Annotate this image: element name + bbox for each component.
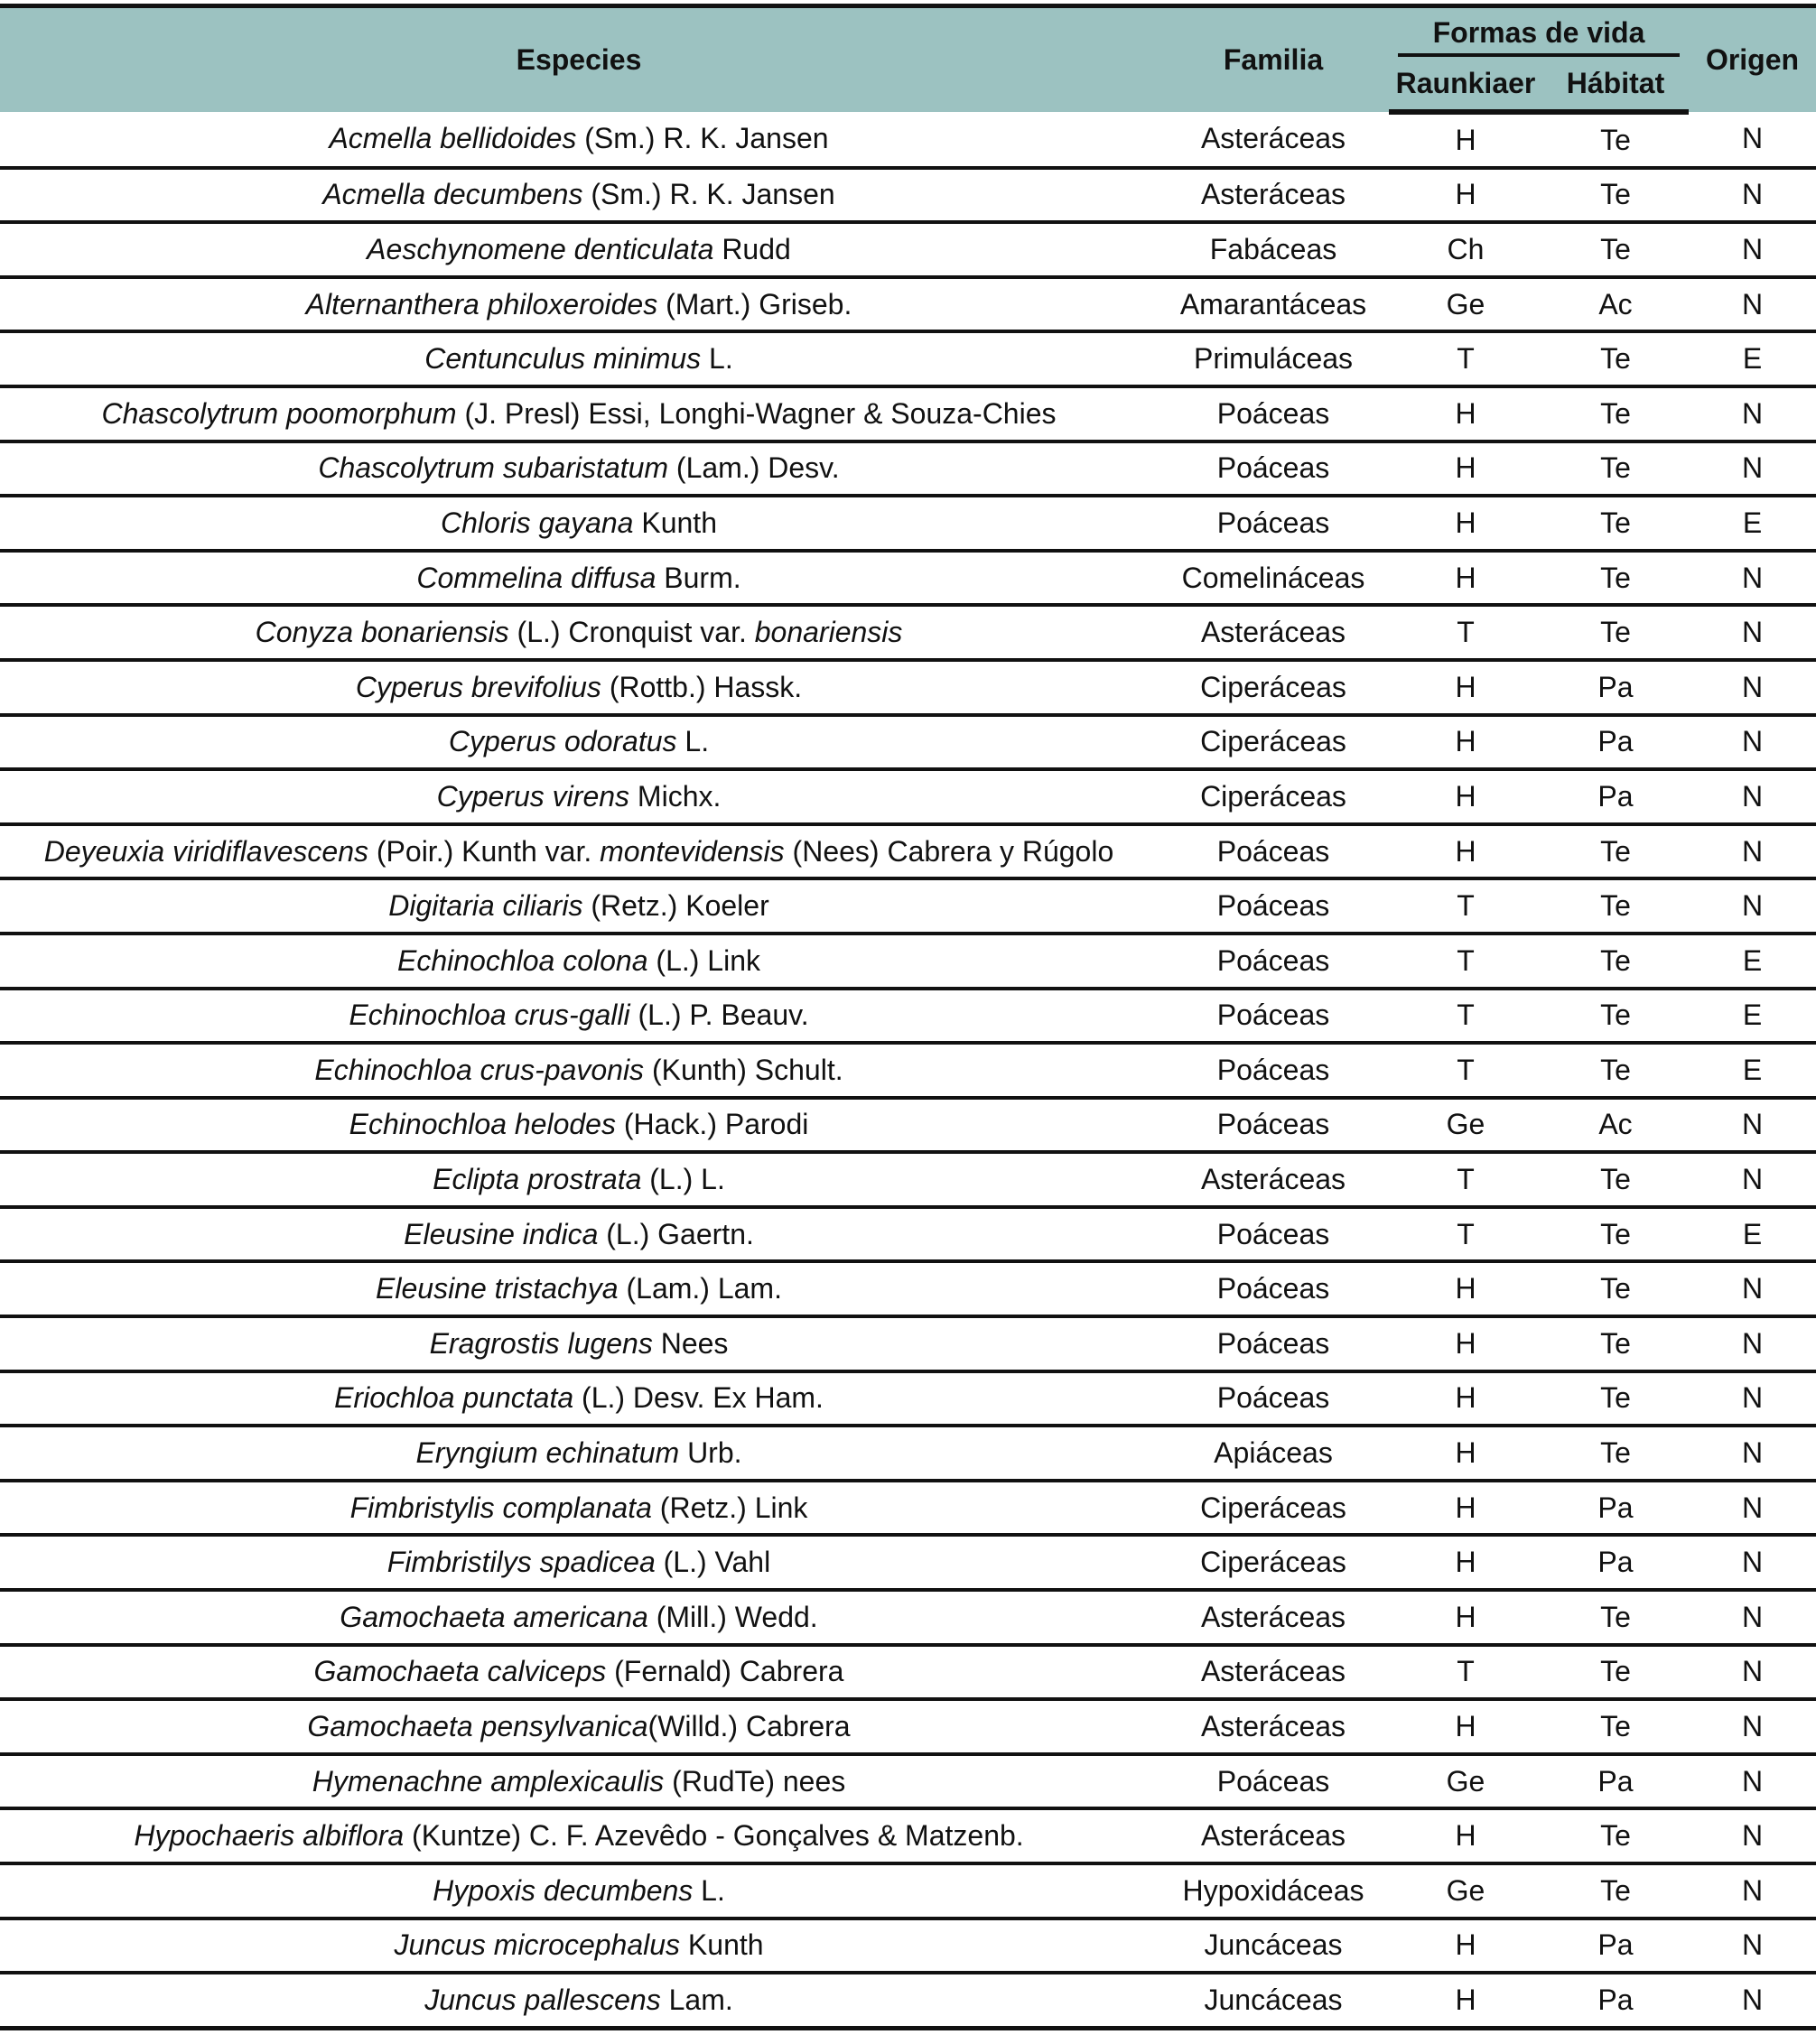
origin-cell: N (1689, 1863, 1816, 1919)
origin-cell: E (1689, 934, 1816, 989)
raunkiaer-cell: H (1389, 1316, 1542, 1371)
habitat-cell: Te (1542, 222, 1689, 277)
family-cell: Ciperáceas (1158, 715, 1389, 770)
origin-cell: N (1689, 551, 1816, 606)
species-name-italic: Fimbristilys spadicea (386, 1546, 656, 1579)
habitat-cell: Te (1542, 824, 1689, 879)
header-especies: Especies (0, 6, 1158, 113)
habitat-cell: Te (1542, 1043, 1689, 1098)
species-author: (RudTe) nees (664, 1764, 846, 1798)
raunkiaer-cell: H (1389, 551, 1542, 606)
species-author: (J. Presl) Essi, Longhi-Wagner & Souza-Chies (456, 396, 1057, 430)
species-cell (0, 168, 1158, 223)
family-cell: Fabáceas (1158, 222, 1389, 277)
species-author: (L.) Vahl (655, 1546, 771, 1579)
family-cell: Asteráceas (1158, 1590, 1389, 1645)
raunkiaer-cell: H (1389, 1481, 1542, 1536)
family-cell: Poáceas (1158, 824, 1389, 879)
table-row (0, 1426, 1816, 1481)
species-author: L. (693, 1873, 725, 1907)
origin-cell: E (1689, 1207, 1816, 1262)
species-name-italic: Hypochaeris albiflora (134, 1819, 405, 1853)
raunkiaer-cell: T (1389, 1043, 1542, 1098)
origin-cell: N (1689, 769, 1816, 824)
raunkiaer-cell: T (1389, 1645, 1542, 1700)
species-cell (0, 1207, 1158, 1262)
origin-cell: N (1689, 660, 1816, 715)
raunkiaer-cell: Ge (1389, 1863, 1542, 1919)
species-name-italic: Acmella decumbens (322, 178, 583, 211)
origin-cell: N (1689, 824, 1816, 879)
family-cell: Asteráceas (1158, 605, 1389, 660)
header-habitat: Hábitat (1542, 57, 1689, 112)
species-name-italic: Fimbristylis complanata (349, 1491, 652, 1524)
family-cell: Amarantáceas (1158, 277, 1389, 332)
table-row (0, 1535, 1816, 1590)
origin-cell: N (1689, 1152, 1816, 1207)
table-row (0, 1316, 1816, 1371)
species-author: (Retz.) Koeler (582, 889, 769, 923)
raunkiaer-cell: T (1389, 1207, 1542, 1262)
table-row (0, 1645, 1816, 1700)
species-author: (Sm.) R. K. Jansen (582, 178, 835, 211)
habitat-cell: Pa (1542, 1919, 1689, 1974)
species-name-italic: Gamochaeta americana (340, 1600, 648, 1633)
table-row (0, 1699, 1816, 1754)
species-cell (0, 222, 1158, 277)
table-row (0, 1371, 1816, 1426)
habitat-cell: Te (1542, 605, 1689, 660)
species-name-italic: Chascolytrum subaristatum (318, 451, 669, 485)
origin-cell: N (1689, 1535, 1816, 1590)
origin-cell: N (1689, 1973, 1816, 2028)
raunkiaer-cell: H (1389, 441, 1542, 497)
species-cell (0, 1152, 1158, 1207)
raunkiaer-cell: H (1389, 168, 1542, 223)
family-cell: Poáceas (1158, 386, 1389, 441)
habitat-cell: Te (1542, 1371, 1689, 1426)
raunkiaer-cell: H (1389, 1590, 1542, 1645)
origin-cell: E (1689, 331, 1816, 386)
table-row (0, 112, 1816, 168)
raunkiaer-cell: Ge (1389, 277, 1542, 332)
raunkiaer-cell: H (1389, 496, 1542, 551)
header-familia: Familia (1158, 6, 1389, 113)
species-name-italic: bonariensis (754, 616, 903, 649)
species-table (0, 4, 1816, 2030)
habitat-cell: Te (1542, 878, 1689, 934)
habitat-cell: Te (1542, 112, 1689, 168)
raunkiaer-cell: T (1389, 878, 1542, 934)
raunkiaer-cell: H (1389, 112, 1542, 168)
species-name-italic: Deyeuxia viridiflavescens (43, 834, 368, 868)
family-cell: Poáceas (1158, 441, 1389, 497)
habitat-cell: Te (1542, 1316, 1689, 1371)
table-row (0, 715, 1816, 770)
family-cell: Asteráceas (1158, 112, 1389, 168)
family-cell: Poáceas (1158, 1207, 1389, 1262)
family-cell: Poáceas (1158, 496, 1389, 551)
species-author: (Retz.) Link (651, 1491, 808, 1524)
header-formas-de-vida: Formas de vida (1389, 6, 1689, 58)
species-author: Rudd (713, 232, 791, 265)
species-author: (L.) Link (647, 943, 760, 977)
species-author: (Lam.) Lam. (618, 1272, 782, 1305)
species-name-italic: Eclipta prostrata (433, 1163, 642, 1196)
table-row (0, 824, 1816, 879)
origin-cell: E (1689, 1043, 1816, 1098)
species-author: L. (701, 342, 733, 376)
species-author: (Sm.) R. K. Jansen (576, 122, 829, 155)
origin-cell: N (1689, 112, 1816, 168)
table-row (0, 1261, 1816, 1316)
family-cell: Ciperáceas (1158, 660, 1389, 715)
origin-cell: N (1689, 1590, 1816, 1645)
habitat-cell: Te (1542, 168, 1689, 223)
origin-cell: N (1689, 1261, 1816, 1316)
table-row (0, 1152, 1816, 1207)
species-author: (L.) Desv. Ex Ham. (573, 1381, 824, 1415)
origin-cell: N (1689, 1699, 1816, 1754)
habitat-cell: Te (1542, 1808, 1689, 1863)
raunkiaer-cell: H (1389, 1535, 1542, 1590)
table-row (0, 496, 1816, 551)
species-cell (0, 824, 1158, 879)
origin-cell: N (1689, 605, 1816, 660)
header-origen: Origen (1689, 6, 1816, 113)
species-cell (0, 1098, 1158, 1153)
species-name-italic: Eleusine tristachya (376, 1272, 619, 1305)
species-author: Lam. (660, 1983, 733, 2016)
species-cell (0, 1973, 1158, 2028)
habitat-cell: Ac (1542, 277, 1689, 332)
raunkiaer-cell: H (1389, 1973, 1542, 2028)
origin-cell: E (1689, 989, 1816, 1044)
species-author: Nees (652, 1326, 729, 1360)
family-cell: Ciperáceas (1158, 769, 1389, 824)
habitat-cell: Pa (1542, 1481, 1689, 1536)
species-name-italic: Chloris gayana (441, 506, 634, 539)
species-cell (0, 112, 1158, 168)
family-cell: Hypoxidáceas (1158, 1863, 1389, 1919)
origin-cell: E (1689, 496, 1816, 551)
species-cell (0, 989, 1158, 1044)
family-cell: Ciperáceas (1158, 1481, 1389, 1536)
species-cell (0, 1043, 1158, 1098)
habitat-cell: Pa (1542, 715, 1689, 770)
origin-cell: N (1689, 386, 1816, 441)
raunkiaer-cell: Ch (1389, 222, 1542, 277)
species-author: Kunth (680, 1928, 764, 1962)
raunkiaer-cell: T (1389, 989, 1542, 1044)
species-name-italic: montevidensis (600, 834, 785, 868)
species-author: (L.) Cronquist var. (508, 616, 755, 649)
raunkiaer-cell: H (1389, 660, 1542, 715)
table-row (0, 1481, 1816, 1536)
raunkiaer-cell: H (1389, 769, 1542, 824)
species-name-italic: Eragrostis lugens (429, 1326, 653, 1360)
raunkiaer-cell: T (1389, 605, 1542, 660)
table-row (0, 222, 1816, 277)
species-name-italic: Alternanthera philoxeroides (305, 287, 658, 321)
raunkiaer-cell: H (1389, 1808, 1542, 1863)
table-row (0, 989, 1816, 1044)
header-raunkiaer: Raunkiaer (1389, 57, 1542, 112)
habitat-cell: Pa (1542, 769, 1689, 824)
raunkiaer-cell: T (1389, 331, 1542, 386)
family-cell: Asteráceas (1158, 168, 1389, 223)
family-cell: Juncáceas (1158, 1919, 1389, 1974)
family-cell: Asteráceas (1158, 1645, 1389, 1700)
species-cell (0, 1261, 1158, 1316)
family-cell: Apiáceas (1158, 1426, 1389, 1481)
habitat-cell: Te (1542, 1152, 1689, 1207)
species-name-italic: Echinochloa colona (396, 943, 648, 977)
table-row (0, 551, 1816, 606)
table-row (0, 1098, 1816, 1153)
species-cell (0, 496, 1158, 551)
species-cell (0, 1371, 1158, 1426)
species-cell (0, 277, 1158, 332)
species-cell (0, 1481, 1158, 1536)
family-cell: Poáceas (1158, 934, 1389, 989)
species-cell (0, 878, 1158, 934)
raunkiaer-cell: Ge (1389, 1754, 1542, 1809)
habitat-cell: Te (1542, 496, 1689, 551)
raunkiaer-cell: H (1389, 824, 1542, 879)
species-name-italic: Echinochloa helodes (349, 1108, 616, 1141)
species-author: Urb. (679, 1436, 742, 1470)
habitat-cell: Te (1542, 1426, 1689, 1481)
species-name-italic: Echinochloa crus-galli (349, 999, 630, 1032)
species-name-italic: Acmella bellidoides (329, 122, 577, 155)
habitat-cell: Te (1542, 1207, 1689, 1262)
species-name-italic: Juncus pallescens (424, 1983, 661, 2016)
raunkiaer-cell: T (1389, 1152, 1542, 1207)
species-cell (0, 1426, 1158, 1481)
habitat-cell: Ac (1542, 1098, 1689, 1153)
habitat-cell: Te (1542, 1590, 1689, 1645)
family-cell: Poáceas (1158, 989, 1389, 1044)
species-name-italic: Conyza bonariensis (255, 616, 509, 649)
species-name-italic: Echinochloa crus-pavonis (314, 1053, 645, 1086)
raunkiaer-cell: H (1389, 1426, 1542, 1481)
species-name-italic: Gamochaeta calviceps (313, 1655, 607, 1688)
species-author: (Nees) Cabrera y Rúgolo (784, 834, 1114, 868)
habitat-cell: Te (1542, 1699, 1689, 1754)
species-cell (0, 1699, 1158, 1754)
species-name-italic: Hypoxis decumbens (433, 1873, 694, 1907)
origin-cell: N (1689, 1754, 1816, 1809)
habitat-cell: Pa (1542, 1973, 1689, 2028)
species-cell (0, 331, 1158, 386)
species-author: (Mart.) Griseb. (657, 287, 852, 321)
species-name-italic: Centunculus minimus (424, 342, 702, 376)
species-author: (Kunth) Schult. (644, 1053, 843, 1086)
habitat-cell: Te (1542, 551, 1689, 606)
habitat-cell: Pa (1542, 1754, 1689, 1809)
origin-cell: N (1689, 1316, 1816, 1371)
table-row (0, 386, 1816, 441)
species-author: (Fernald) Cabrera (606, 1655, 844, 1688)
species-author: Michx. (629, 779, 722, 813)
species-cell (0, 660, 1158, 715)
origin-cell: N (1689, 441, 1816, 497)
origin-cell: N (1689, 1098, 1816, 1153)
species-name-italic: Cyperus brevifolius (355, 670, 601, 703)
species-cell (0, 1316, 1158, 1371)
family-cell: Poáceas (1158, 1371, 1389, 1426)
table-row (0, 660, 1816, 715)
origin-cell: N (1689, 1919, 1816, 1974)
species-name-italic: Commelina diffusa (416, 561, 657, 594)
species-name-italic: Eleusine indica (404, 1217, 599, 1250)
species-cell (0, 441, 1158, 497)
table-row (0, 1754, 1816, 1809)
family-cell: Poáceas (1158, 1261, 1389, 1316)
table-row (0, 168, 1816, 223)
habitat-cell: Te (1542, 1645, 1689, 1700)
species-cell (0, 934, 1158, 989)
species-author: (L.) P. Beauv. (629, 999, 809, 1032)
origin-cell: N (1689, 1481, 1816, 1536)
family-cell: Poáceas (1158, 1043, 1389, 1098)
species-name-italic: Chascolytrum poomorphum (101, 396, 457, 430)
raunkiaer-cell: H (1389, 386, 1542, 441)
species-name-italic: Gamochaeta pensylvanica (307, 1710, 648, 1743)
origin-cell: N (1689, 715, 1816, 770)
species-cell (0, 1754, 1158, 1809)
table-row (0, 878, 1816, 934)
origin-cell: N (1689, 1645, 1816, 1700)
species-author: L. (676, 725, 710, 758)
species-name-italic: Juncus microcephalus (394, 1928, 681, 1962)
species-author: (Poir.) Kunth var. (368, 834, 601, 868)
family-cell: Asteráceas (1158, 1699, 1389, 1754)
family-cell: Asteráceas (1158, 1808, 1389, 1863)
species-name-italic: Cyperus virens (436, 779, 630, 813)
species-cell (0, 1535, 1158, 1590)
family-cell: Poáceas (1158, 878, 1389, 934)
habitat-cell: Te (1542, 989, 1689, 1044)
table-row (0, 769, 1816, 824)
family-cell: Asteráceas (1158, 1152, 1389, 1207)
habitat-cell: Te (1542, 934, 1689, 989)
species-author: Burm. (656, 561, 741, 594)
species-cell (0, 1808, 1158, 1863)
raunkiaer-cell: H (1389, 715, 1542, 770)
table-row (0, 1808, 1816, 1863)
family-cell: Ciperáceas (1158, 1535, 1389, 1590)
species-author: (Rottb.) Hassk. (601, 670, 803, 703)
table-row (0, 441, 1816, 497)
family-cell: Poáceas (1158, 1098, 1389, 1153)
habitat-cell: Pa (1542, 660, 1689, 715)
habitat-cell: Pa (1542, 1535, 1689, 1590)
raunkiaer-cell: H (1389, 1919, 1542, 1974)
species-author: (Kuntze) C. F. Azevêdo - Gonçalves & Matzenb. (404, 1819, 1024, 1853)
table-row (0, 605, 1816, 660)
origin-cell: N (1689, 1371, 1816, 1426)
habitat-cell: Te (1542, 1863, 1689, 1919)
origin-cell: N (1689, 1808, 1816, 1863)
species-cell (0, 1645, 1158, 1700)
species-cell (0, 1919, 1158, 1974)
table-row (0, 277, 1816, 332)
raunkiaer-cell: T (1389, 934, 1542, 989)
table-header (0, 6, 1816, 113)
species-author: (L.) L. (641, 1163, 725, 1196)
table-row (0, 1863, 1816, 1919)
family-cell: Primuláceas (1158, 331, 1389, 386)
table-row (0, 1973, 1816, 2028)
table-row (0, 331, 1816, 386)
species-author: (Mill.) Wedd. (647, 1600, 818, 1633)
species-author: (Lam.) Desv. (668, 451, 840, 485)
species-cell (0, 715, 1158, 770)
species-cell (0, 1863, 1158, 1919)
table-row (0, 1043, 1816, 1098)
origin-cell: N (1689, 277, 1816, 332)
species-author: (L.) Gaertn. (598, 1217, 754, 1250)
species-name-italic: Aeschynomene denticulata (367, 232, 714, 265)
species-author: Kunth (633, 506, 717, 539)
species-name-italic: Cyperus odoratus (448, 725, 677, 758)
species-name-italic: Eryngium echinatum (415, 1436, 680, 1470)
table-row (0, 1919, 1816, 1974)
species-author: (Hack.) Parodi (615, 1108, 809, 1141)
raunkiaer-cell: H (1389, 1699, 1542, 1754)
species-name-italic: Eriochloa punctata (334, 1381, 574, 1415)
origin-cell: N (1689, 1426, 1816, 1481)
family-cell: Comelináceas (1158, 551, 1389, 606)
raunkiaer-cell: H (1389, 1371, 1542, 1426)
species-cell (0, 1590, 1158, 1645)
habitat-cell: Te (1542, 1261, 1689, 1316)
origin-cell: N (1689, 222, 1816, 277)
habitat-cell: Te (1542, 386, 1689, 441)
family-cell: Juncáceas (1158, 1973, 1389, 2028)
species-cell (0, 551, 1158, 606)
origin-cell: N (1689, 168, 1816, 223)
raunkiaer-cell: H (1389, 1261, 1542, 1316)
habitat-cell: Te (1542, 331, 1689, 386)
species-name-italic: Hymenachne amplexicaulis (312, 1764, 665, 1798)
species-author: (Willd.) Cabrera (647, 1710, 851, 1743)
habitat-cell: Te (1542, 441, 1689, 497)
species-cell (0, 386, 1158, 441)
family-cell: Poáceas (1158, 1754, 1389, 1809)
table-row (0, 934, 1816, 989)
family-cell: Poáceas (1158, 1316, 1389, 1371)
species-cell (0, 769, 1158, 824)
table-row (0, 1590, 1816, 1645)
species-name-italic: Digitaria ciliaris (388, 889, 583, 923)
origin-cell: N (1689, 878, 1816, 934)
table-row (0, 1207, 1816, 1262)
table-body (0, 112, 1816, 2028)
species-cell (0, 605, 1158, 660)
raunkiaer-cell: Ge (1389, 1098, 1542, 1153)
